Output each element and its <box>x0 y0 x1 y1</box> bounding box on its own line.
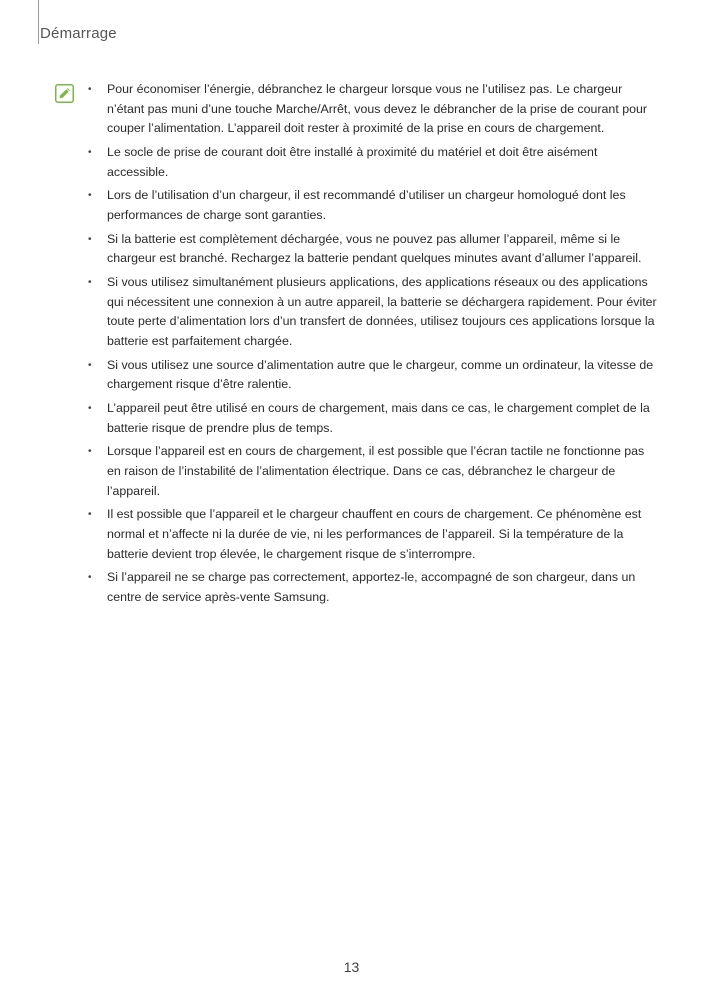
list-item <box>88 273 658 351</box>
item-text: Le socle de prise de courant doit être installé à proximité du matériel et doit être aisément accessible. <box>107 144 598 179</box>
item-text: Il est possible que l’appareil et le chargeur chauffent en cours de chargement. Ce phénomène est normal et n’affecte ni la durée de vie, ni les performances de l’appareil. Si la température de la batterie devient trop élevée, le chargement risque de s’interrompre. <box>107 507 642 561</box>
bullet: • <box>88 572 92 584</box>
item-text: Pour économiser l’énergie, débranchez le chargeur lorsque vous ne l’utilisez pas. Le chargeur n’étant pas muni d’une touche Marche/Arrêt, vous devez le débrancher de la prise de courant pour couper l’alimentation. L’appareil doit rester à proximité de la prise en cours de chargement. <box>107 82 648 136</box>
bullet: • <box>88 190 92 202</box>
list-item <box>88 356 658 395</box>
section-title: Démarrage <box>40 25 117 42</box>
bullet: • <box>88 359 92 371</box>
list-item <box>88 442 658 501</box>
item-text: L’appareil peut être utilisé en cours de chargement, mais dans ce cas, le chargement complet de la batterie risque de prendre plus de temps. <box>107 401 650 435</box>
item-text: Si la batterie est complètement déchargée, vous ne pouvez pas allumer l’appareil, même si le chargeur est branché. Rechargez la batterie pendant quelques minutes avant d’allumer l’appareil. <box>107 231 642 266</box>
bullet: • <box>88 403 92 415</box>
list-item <box>88 399 658 438</box>
item-text: Si vous utilisez simultanément plusieurs applications, des applications réseaux ou des applications qui nécessitent une connexion à un autre appareil, la batterie se déchargera rapidement. Pour éviter toute perte d’alimentation lors d’un transfert de données, utilisez toujours ces applications lorsque la batterie est parfaitement chargée. <box>107 275 657 348</box>
note-list <box>88 80 658 612</box>
item-text: Lors de l’utilisation d’un chargeur, il est recommandé d’utiliser un chargeur homologué dont les performances de charge sont garanties. <box>107 188 626 222</box>
header-divider <box>38 0 39 44</box>
list-item <box>88 143 658 182</box>
list-item <box>88 186 658 225</box>
list-item <box>88 568 658 607</box>
bullet: • <box>88 233 92 245</box>
item-text: Si l’appareil ne se charge pas correctement, apportez-le, accompagné de son chargeur, dans un centre de service après-vente Samsung. <box>107 570 636 604</box>
item-text: Lorsque l’appareil est en cours de chargement, il est possible que l’écran tactile ne fonctionne pas en raison de l’instabilité de l’alimentation électrique. Dans ce cas, débranchez le chargeur de l’appareil. <box>107 444 645 498</box>
list-item <box>88 230 658 269</box>
bullet: • <box>88 146 92 158</box>
page-number: 13 <box>343 959 360 975</box>
item-text: Si vous utilisez une source d’alimentation autre que le chargeur, comme un ordinateur, la vitesse de chargement risque d’être ralentie. <box>107 357 654 392</box>
bullet: • <box>88 84 92 95</box>
list-item <box>88 505 658 564</box>
bullet: • <box>88 509 92 521</box>
list-item <box>88 80 658 139</box>
note-pencil-icon <box>55 84 74 103</box>
bullet: • <box>88 277 92 289</box>
bullet: • <box>88 446 92 458</box>
